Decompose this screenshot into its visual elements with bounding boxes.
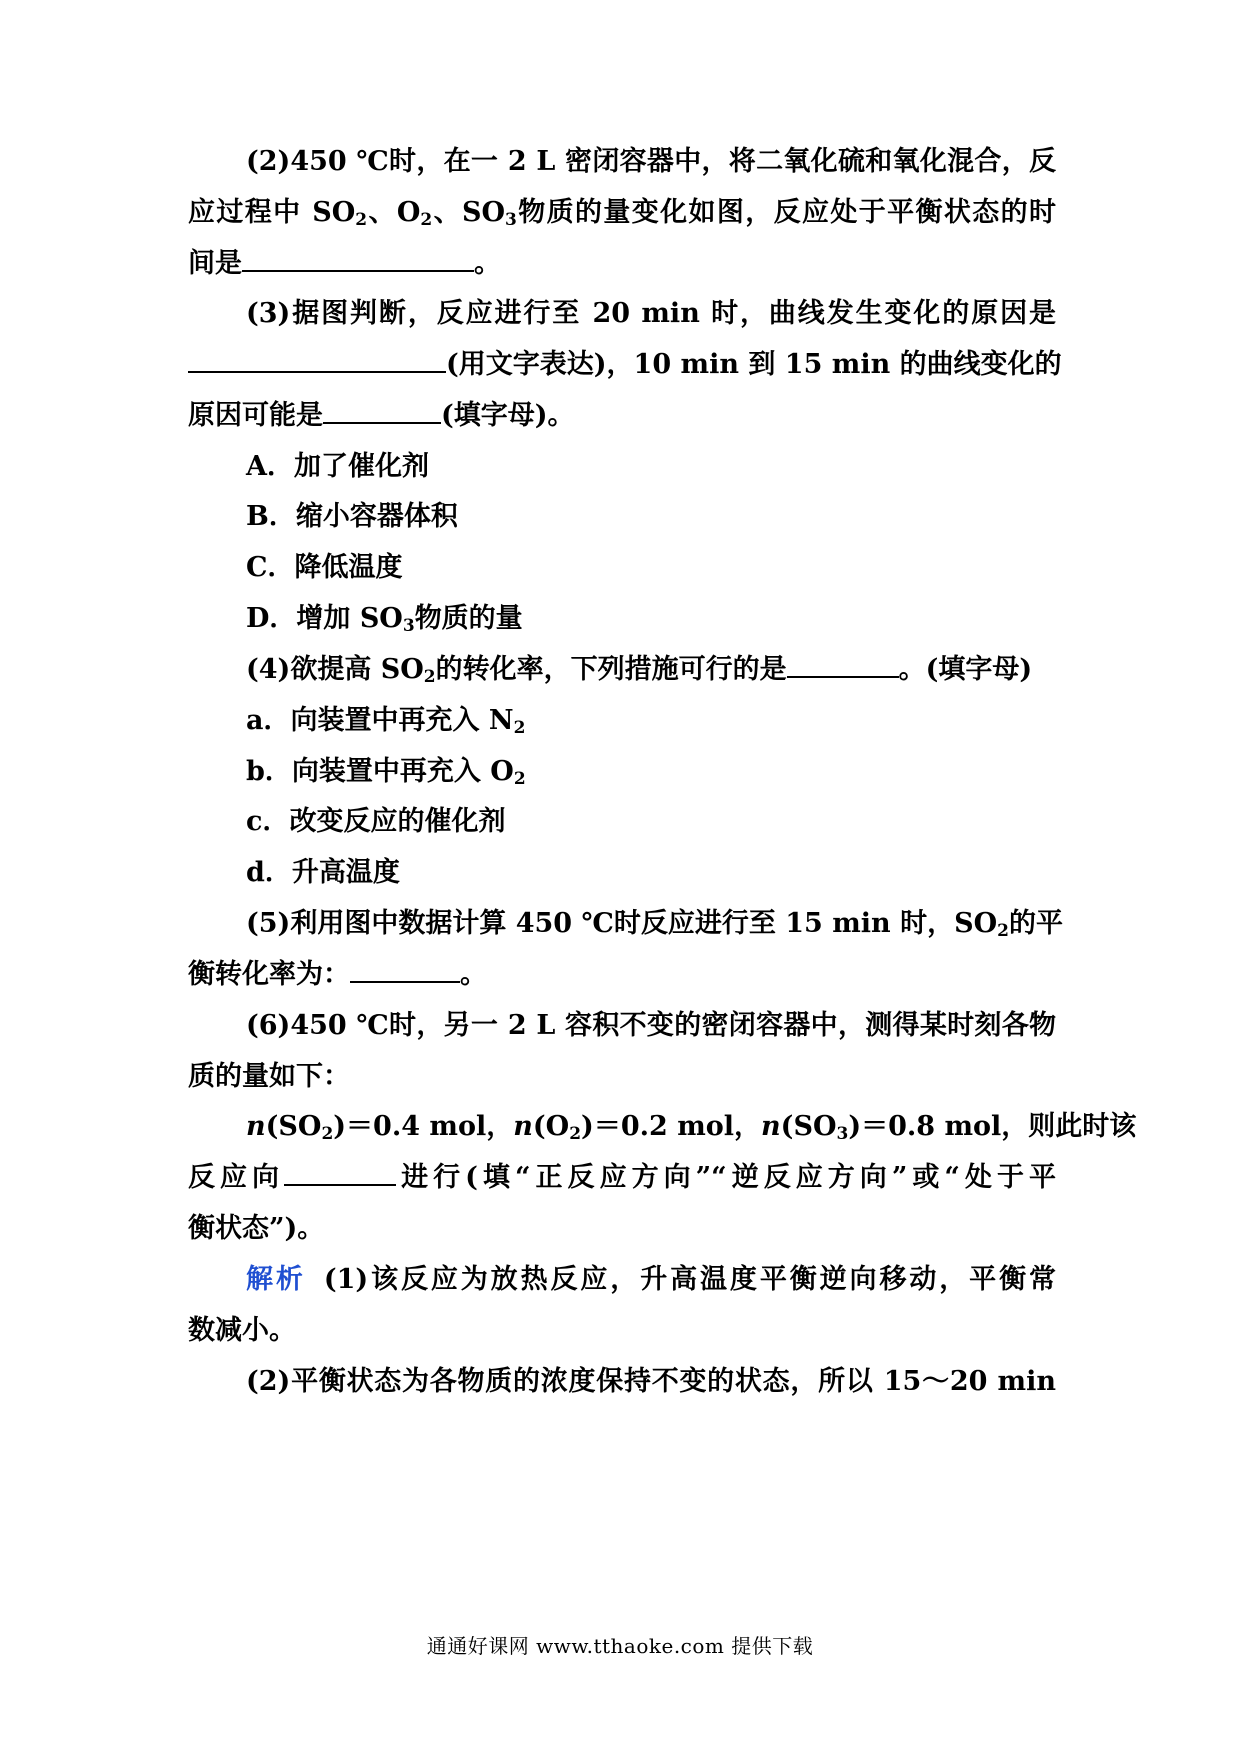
q3-text-3a: 原因可能是 [188, 400, 323, 431]
subscript: 2 [321, 1124, 334, 1144]
analysis-line-2 [188, 1311, 296, 1351]
answer-blank[interactable] [350, 955, 460, 983]
q6-text: (SO [265, 1111, 322, 1142]
subscript: 2 [423, 667, 436, 687]
analysis-line-1 [246, 1260, 1056, 1300]
q5-line-2 [188, 955, 487, 995]
q4-option-a [246, 701, 525, 741]
q4-option-d [246, 853, 400, 893]
italic-n: n [246, 1111, 266, 1142]
q2-text-2d: 物质的量变化如图，反应处于平衡状态的时 [516, 197, 1057, 228]
option-text: D．增加 SO [246, 603, 403, 634]
subscript: 2 [420, 210, 433, 230]
q6-line-2 [188, 1057, 350, 1097]
q6-text: (O [532, 1111, 570, 1142]
q6-line-3 [246, 1107, 1137, 1147]
q2-text-3b: 。 [474, 248, 501, 279]
q6-text: )＝0.8 mol，则此时该 [848, 1111, 1137, 1142]
q3-option-a [246, 447, 429, 487]
italic-n: n [513, 1111, 533, 1142]
answer-blank[interactable] [188, 345, 446, 373]
q6-text: )＝0.4 mol， [333, 1111, 514, 1142]
q2-text-2a: 应过程中 SO [188, 197, 356, 228]
q3-text-3b: (填字母)。 [441, 400, 575, 431]
q2-text-3a: 间是 [188, 248, 242, 279]
option-text: b．向装置中再充入 O [246, 756, 514, 787]
italic-n: n [761, 1111, 781, 1142]
option-text: B．缩小容器体积 [246, 501, 458, 532]
q3-option-d [246, 599, 523, 639]
option-text: C．降低温度 [246, 552, 403, 583]
q3-text-2: (用文字表达)，10 min 到 15 min 的曲线变化的 [446, 349, 1062, 380]
q6-line-5 [188, 1209, 324, 1249]
analysis-text-3: (2)平衡状态为各物质的浓度保持不变的状态，所以 15～20 min [246, 1366, 1056, 1397]
q3-option-b [246, 497, 458, 537]
q2-line-2 [188, 193, 1056, 233]
option-text: a．向装置中再充入 N [246, 705, 514, 736]
option-text: 物质的量 [414, 603, 523, 634]
q6-text: (SO [780, 1111, 837, 1142]
q6-text-5: 衡状态”)。 [188, 1213, 325, 1244]
answer-blank[interactable] [323, 396, 441, 424]
q3-option-c [246, 548, 403, 588]
q6-text: )＝0.2 mol， [581, 1111, 762, 1142]
q4-option-c [246, 802, 505, 842]
q2-line-3 [188, 244, 501, 284]
subscript: 2 [513, 769, 526, 789]
subscript: 2 [569, 1124, 582, 1144]
subscript: 3 [402, 616, 415, 636]
q4-text-1b: 的转化率，下列措施可行的是 [435, 654, 787, 685]
analysis-line-3 [246, 1362, 1056, 1402]
q4-text-1c: 。(填字母) [898, 654, 1033, 685]
analysis-text-1: (1)该反应为放热反应，升高温度平衡逆向移动，平衡常 [323, 1264, 1056, 1295]
q6-line-1 [246, 1006, 1056, 1046]
q6-text-4b: 进行(填“正反应方向”“逆反应方向”或“处于平 [396, 1162, 1056, 1193]
q6-text-4a: 反应向 [188, 1162, 285, 1193]
answer-blank[interactable] [284, 1158, 396, 1186]
analysis-label: 解析 [246, 1264, 306, 1295]
q4-option-b [246, 752, 526, 792]
answer-blank[interactable] [242, 244, 474, 272]
q6-text-1: (6)450 ℃时，另一 2 L 容积不变的密闭容器中，测得某时刻各物 [246, 1010, 1056, 1041]
subscript: 3 [836, 1124, 849, 1144]
q5-text-2a: 衡转化率为： [188, 959, 350, 990]
q3-text-1: (3)据图判断，反应进行至 20 min 时，曲线发生变化的原因是 [246, 298, 1056, 329]
q2-text-1: (2)450 ℃时，在一 2 L 密闭容器中，将二氧化硫和氧化混合，反 [246, 146, 1056, 177]
subscript: 2 [355, 210, 368, 230]
q2-text-2b: 、O [367, 197, 421, 228]
q5-text-2b: 。 [460, 959, 487, 990]
q2-text-2c: 、SO [432, 197, 506, 228]
q2-line-1 [246, 142, 1056, 182]
q4-text-1a: (4)欲提高 SO [246, 654, 424, 685]
q6-line-4 [188, 1158, 1056, 1198]
q5-text-1a: (5)利用图中数据计算 450 ℃时反应进行至 15 min 时，SO [246, 908, 998, 939]
q3-line-3 [188, 396, 575, 436]
subscript: 2 [997, 921, 1009, 941]
subscript: 3 [505, 210, 517, 230]
q5-text-1b: 的平 [1008, 908, 1063, 939]
q3-line-2 [188, 345, 1062, 385]
page-footer: 通通好课网 www.tthaoke.com 提供下载 [426, 1634, 814, 1658]
answer-blank[interactable] [787, 650, 899, 678]
option-text: c．改变反应的催化剂 [246, 806, 506, 837]
q4-line-1 [246, 650, 1032, 690]
q3-line-1 [246, 294, 1056, 334]
subscript: 2 [513, 718, 526, 738]
q6-text-2: 质的量如下： [188, 1061, 350, 1092]
q5-line-1 [246, 904, 1063, 944]
option-text: d．升高温度 [246, 857, 400, 888]
option-text: A．加了催化剂 [246, 451, 429, 482]
analysis-text-2: 数减小。 [188, 1315, 296, 1346]
